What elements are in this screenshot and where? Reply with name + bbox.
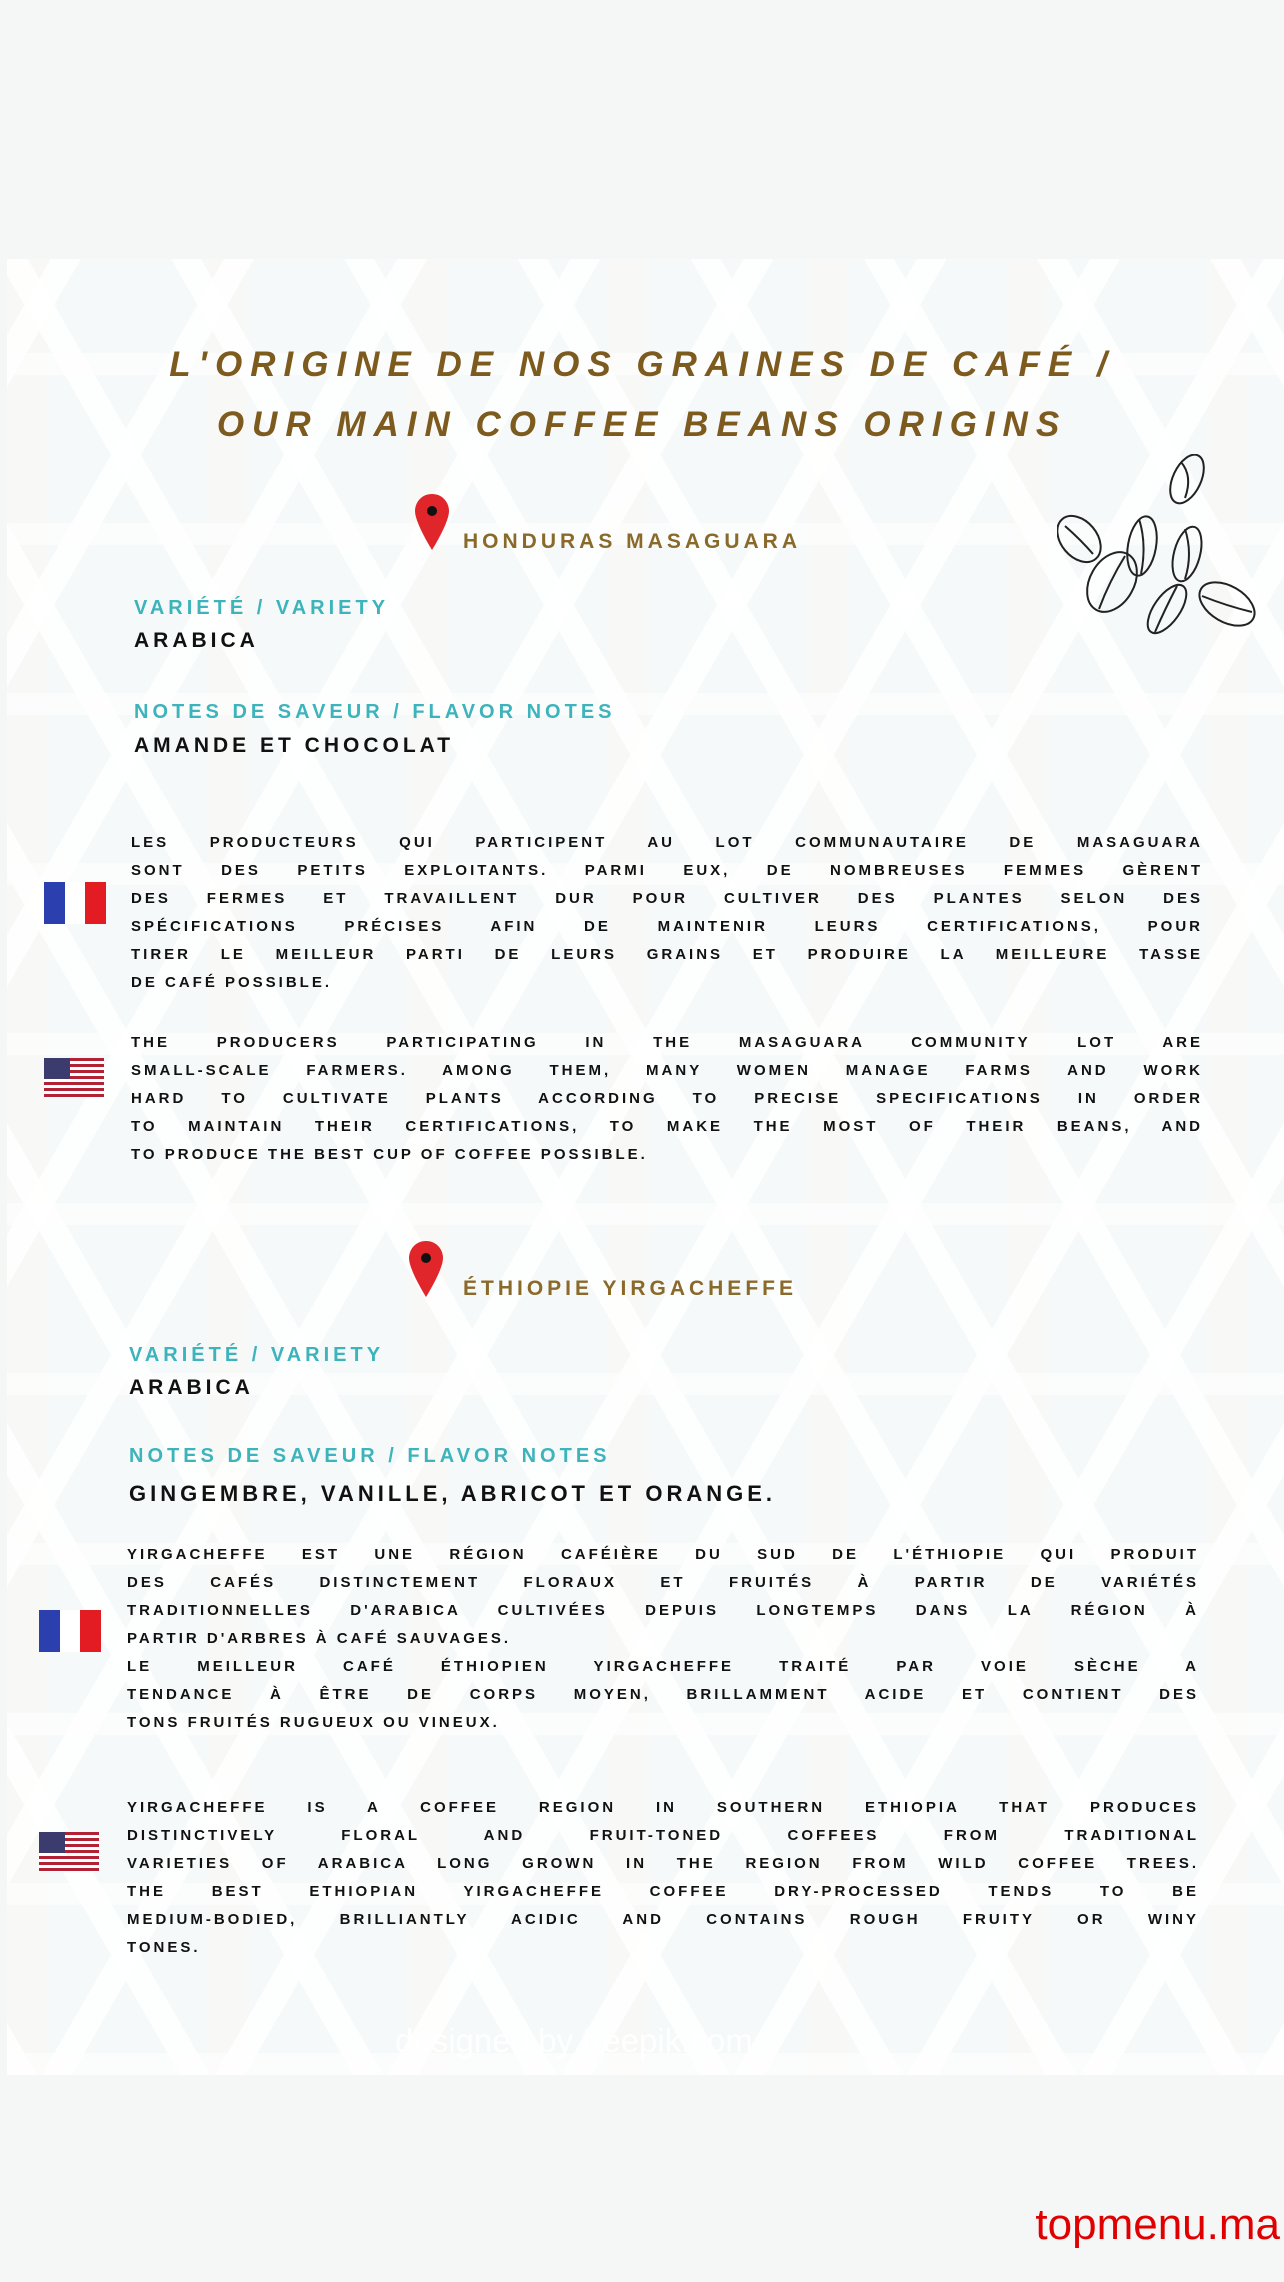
flavor-notes-label: NOTES DE SAVEUR / FLAVOR NOTES [129, 1445, 611, 1467]
flavor-notes-value: GINGEMBRE, VANILLE, ABRICOT ET ORANGE. [129, 1481, 777, 1506]
location-pin-icon [415, 492, 455, 554]
variety-value: ARABICA [129, 1376, 254, 1399]
usa-flag-icon [39, 1832, 99, 1872]
flavor-notes-value: AMANDE ET CHOCOLAT [134, 734, 455, 757]
france-flag-icon [44, 882, 106, 924]
usa-flag-icon [44, 1058, 104, 1098]
flavor-notes-label: NOTES DE SAVEUR / FLAVOR NOTES [134, 701, 616, 723]
origin-name-honduras: HONDURAS MASAGUARA [463, 530, 801, 553]
page-title-line-2: OUR MAIN COFFEE BEANS ORIGINS [216, 405, 1068, 444]
variety-label: VARIÉTÉ / VARIETY [134, 597, 390, 619]
brand-logo-text[interactable]: topmenu.ma [1035, 2200, 1280, 2249]
page-title-line-1: L'ORIGINE DE NOS GRAINES DE CAFÉ / [169, 345, 1115, 384]
variety-value: ARABICA [134, 629, 259, 652]
france-flag-icon [39, 1610, 101, 1652]
description-fr: LES PRODUCTEURS QUI PARTICIPENT AU LOT COMMUNAUTAIRE DE MASAGUARA SONT DES PETITS EXPLOITANTS. PARMI EUX, DE NOMBREUSES FEMMES GÈRENT DES FERMES ET TRAVAILLENT DUR POUR CULTIVER DES PLANTES SELON DES SPÉCIFICATIONS PRÉCISES AFIN DE MAINTENIR LEURS CERTIFICATIONS, POUR TIRER LE MEILLEUR PARTI DE LEURS GRAINS ET PRODUIRE LA MEILLEURE TASSE DE CAFÉ POSSIBLE. [131, 834, 1203, 991]
description-en: THE PRODUCERS PARTICIPATING IN THE MASAGUARA COMMUNITY LOT ARE SMALL-SCALE FARMERS. AMONG THEM, MANY WOMEN MANAGE FARMS AND WORK HARD TO CULTIVATE PLANTS ACCORDING TO PRECISE SPECIFICATIONS IN ORDER TO MAINTAIN THEIR CERTIFICATIONS, TO MAKE THE MOST OF THEIR BEANS, AND TO PRODUCE THE BEST CUP OF COFFEE POSSIBLE. [131, 1034, 1203, 1163]
coffee-beans-icon [1057, 454, 1272, 644]
origin-name-ethiopia: ÉTHIOPIE YIRGACHEFFE [463, 1277, 797, 1300]
description-en: YIRGACHEFFE IS A COFFEE REGION IN SOUTHERN ETHIOPIA THAT PRODUCES DISTINCTIVELY FLORAL AND FRUIT-TONED COFFEES FROM TRADITIONAL VARIETIES OF ARABICA LONG GROWN IN THE REGION FROM WILD COFFEE TREES. THE BEST ETHIOPIAN YIRGACHEFFE COFFEE DRY-PROCESSED TENDS TO BE MEDIUM-BODIED, BRILLIANTLY ACIDIC AND CONTAINS ROUGH FRUITY OR WINY TONES. [127, 1799, 1199, 1956]
description-fr: YIRGACHEFFE EST UNE RÉGION CAFÉIÈRE DU SUD DE L'ÉTHIOPIE QUI PRODUIT DES CAFÉS DISTINCTEMENT FLORAUX ET FRUITÉS À PARTIR DE VARIÉTÉS TRADITIONNELLES D'ARABICA CULTIVÉES DEPUIS LONGTEMPS DANS LA RÉGION À PARTIR D'ARBRES À CAFÉ SAUVAGES. LE MEILLEUR CAFÉ ÉTHIOPIEN YIRGACHEFFE TRAITÉ PAR VOIE SÈCHE A TENDANCE À ÊTRE DE CORPS MOYEN, BRILLAMMENT ACIDE ET CONTIENT DES TONS FRUITÉS RUGUEUX OU VINEUX. [127, 1546, 1199, 1731]
variety-label: VARIÉTÉ / VARIETY [129, 1344, 385, 1366]
origins-card [7, 259, 1284, 2075]
location-pin-icon [409, 1239, 449, 1301]
designer-watermark: designed by freepik.com [395, 2022, 753, 2059]
